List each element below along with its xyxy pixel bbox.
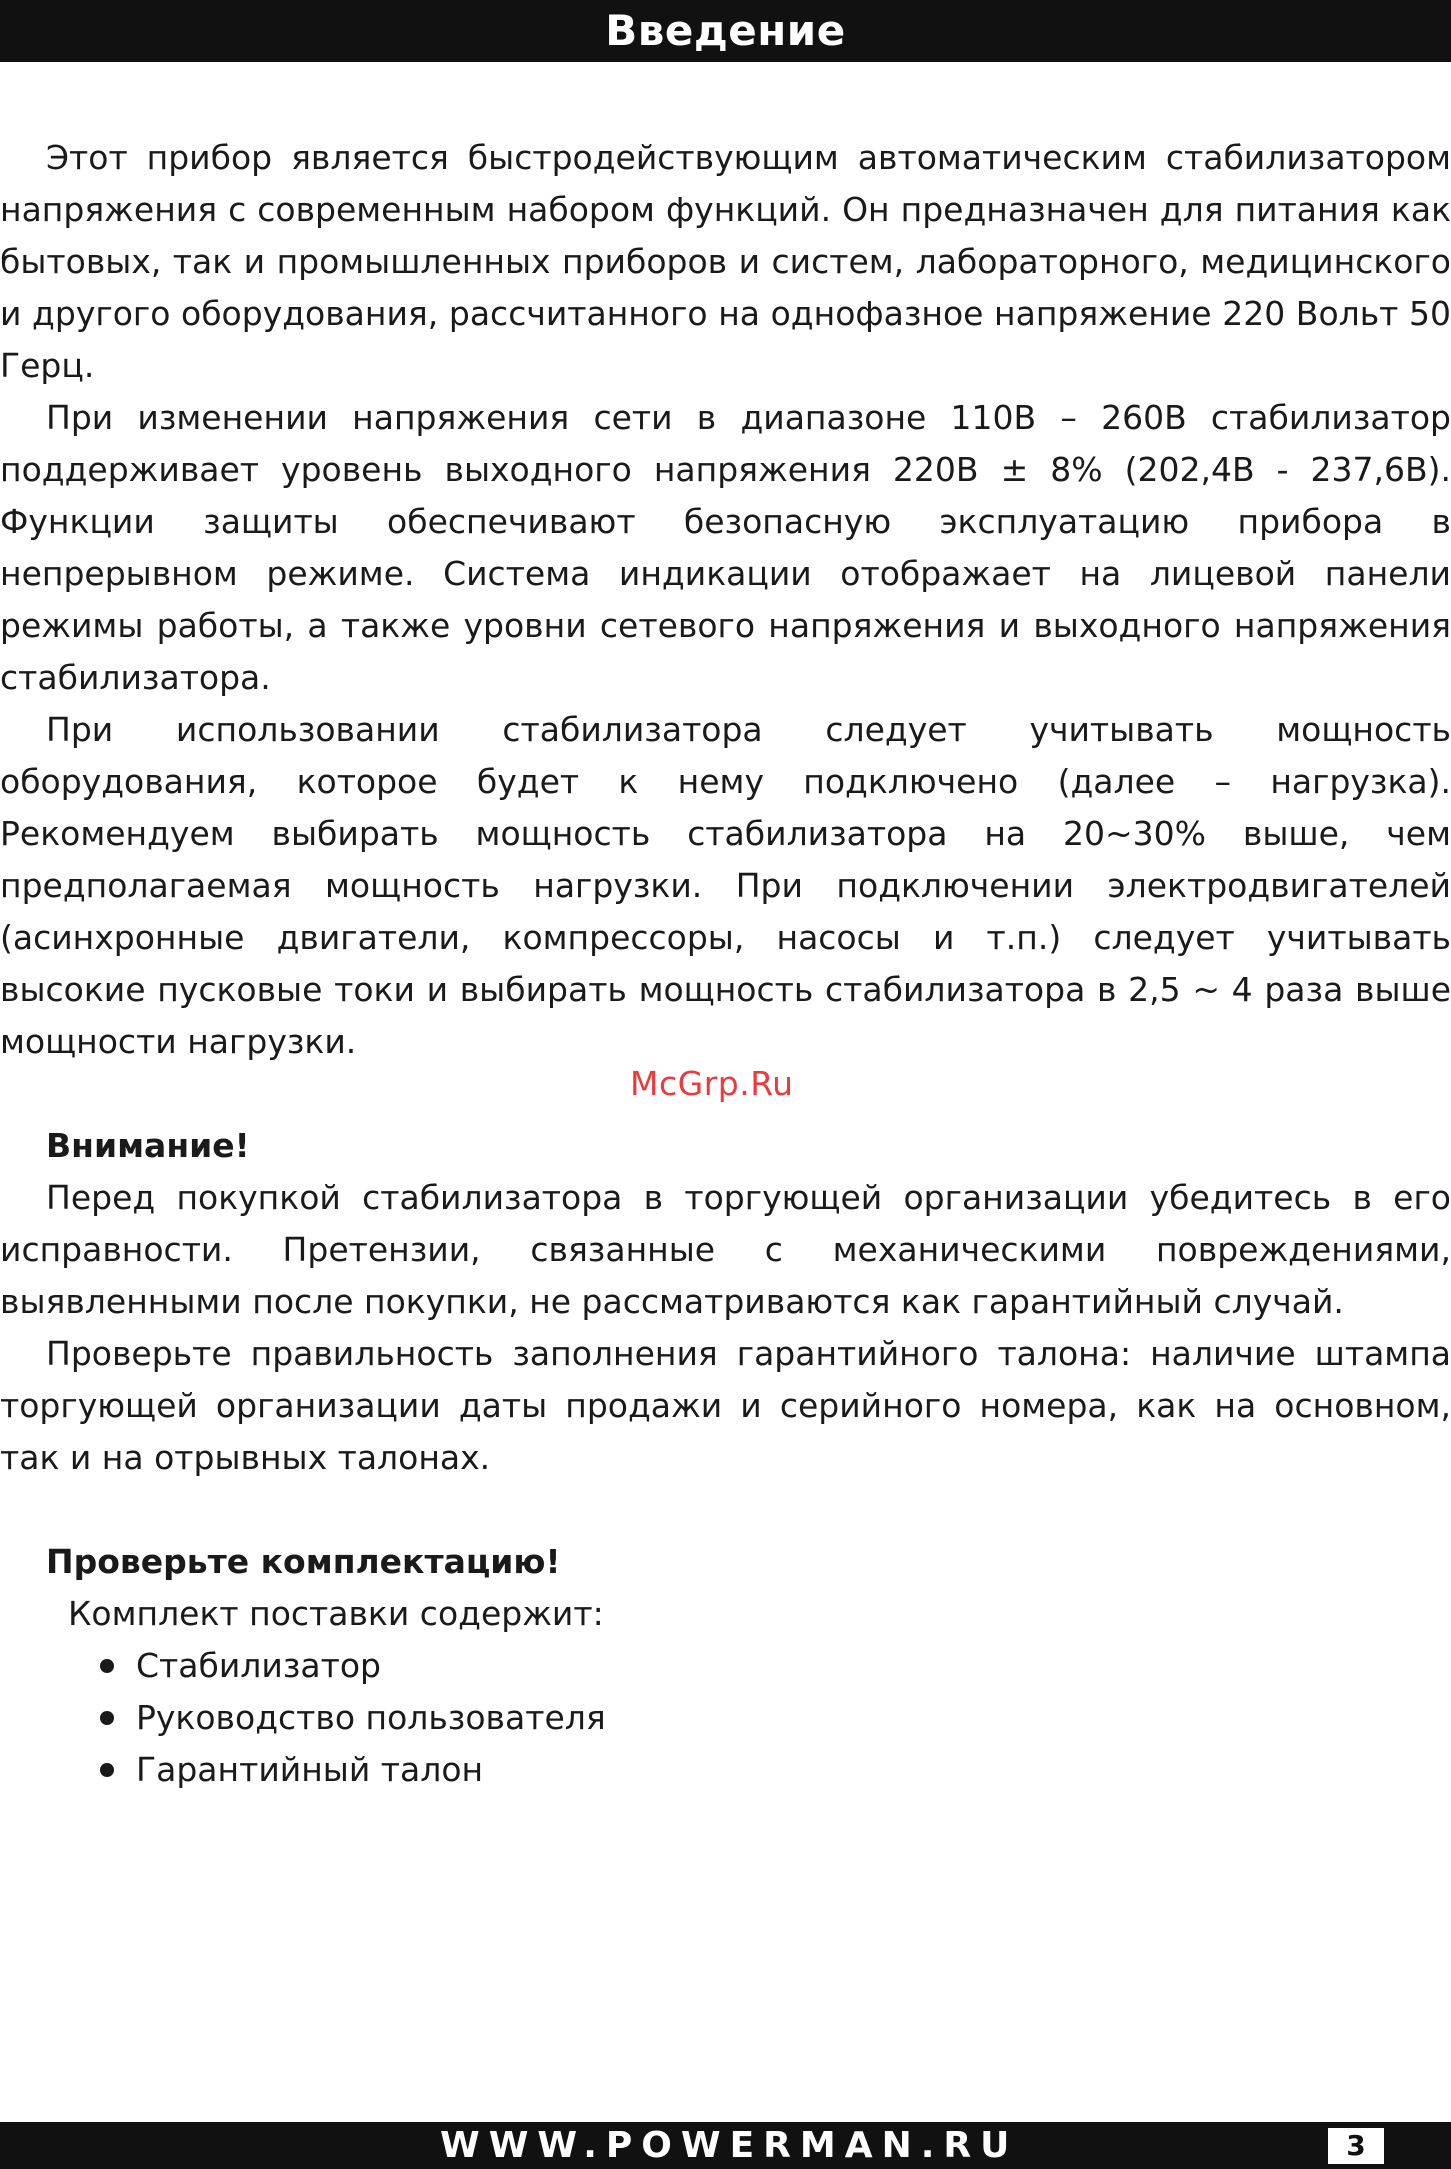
watermark: McGrp.Ru xyxy=(630,1064,794,1103)
list-item xyxy=(100,1640,1451,1692)
list-item xyxy=(100,1744,1451,1796)
header-bar xyxy=(0,0,1451,62)
attention-heading: Внимание! xyxy=(46,1126,250,1165)
kit-item-label: Руководство пользователя xyxy=(136,1698,606,1737)
kit-heading: Проверьте комплектацию! xyxy=(46,1542,561,1581)
bullet-icon xyxy=(100,1711,114,1725)
footer-website: WWW.POWERMAN.RU xyxy=(440,2125,1019,2166)
kit-item-label: Стабилизатор xyxy=(136,1646,381,1685)
kit-intro: Комплект поставки содержит: xyxy=(68,1594,604,1633)
intro-paragraph-2: При изменении напряжения сети в диапазоне 110В – 260В стабилизатор поддерживает уровень выходного напряжения 220В ± 8% (202,4В - 237,6В). Функции защиты обеспечивают безопасную эксплуатацию прибора в непрерывном режиме. Система индикации отображает на лицевой панели режимы работы, а также уровни сетевого напряжения и выходного напряжения стабилизатора. xyxy=(0,398,1451,697)
main-content xyxy=(0,132,1451,1796)
intro-paragraph-3: При использовании стабилизатора следует учитывать мощность оборудования, которое будет к нему подключено (далее – нагрузка). Рекомендуем выбирать мощность стабилизатора на 20~30% выше, чем предполагаемая мощность нагрузки. При подключении электродвигателей (асинхронные двигатели, компрессоры, насосы и т.п.) следует учитывать высокие пусковые токи и выбирать мощность стабилизатора в 2,5 ~ 4 раза выше мощности нагрузки. xyxy=(0,710,1451,1061)
list-item xyxy=(100,1692,1451,1744)
kit-list xyxy=(0,1640,1451,1796)
bullet-icon xyxy=(100,1763,114,1777)
attention-paragraph-2: Проверьте правильность заполнения гарантийного талона: наличие штампа торгующей организации даты продажи и серийного номера, как на основном, так и на отрывных талонах. xyxy=(0,1334,1451,1477)
intro-paragraph-1: Этот прибор является быстродействующим автоматическим стабилизатором напряжения с современным набором функций. Он предназначен для питания как бытовых, так и промышленных приборов и систем, лабораторного, медицинского и другого оборудования, рассчитанного на однофазное напряжение 220 Вольт 50 Герц. xyxy=(0,138,1451,385)
attention-paragraph-1: Перед покупкой стабилизатора в торгующей организации убедитесь в его исправности. Претензии, связанные с механическими повреждениями, выявленными после покупки, не рассматриваются как гарантийный случай. xyxy=(0,1178,1451,1321)
spacer xyxy=(0,1484,1451,1536)
page-title: Введение xyxy=(605,5,846,55)
page-number: 3 xyxy=(1328,2128,1384,2164)
bullet-icon xyxy=(100,1659,114,1673)
footer-bar xyxy=(0,2122,1451,2169)
kit-item-label: Гарантийный талон xyxy=(136,1750,484,1789)
